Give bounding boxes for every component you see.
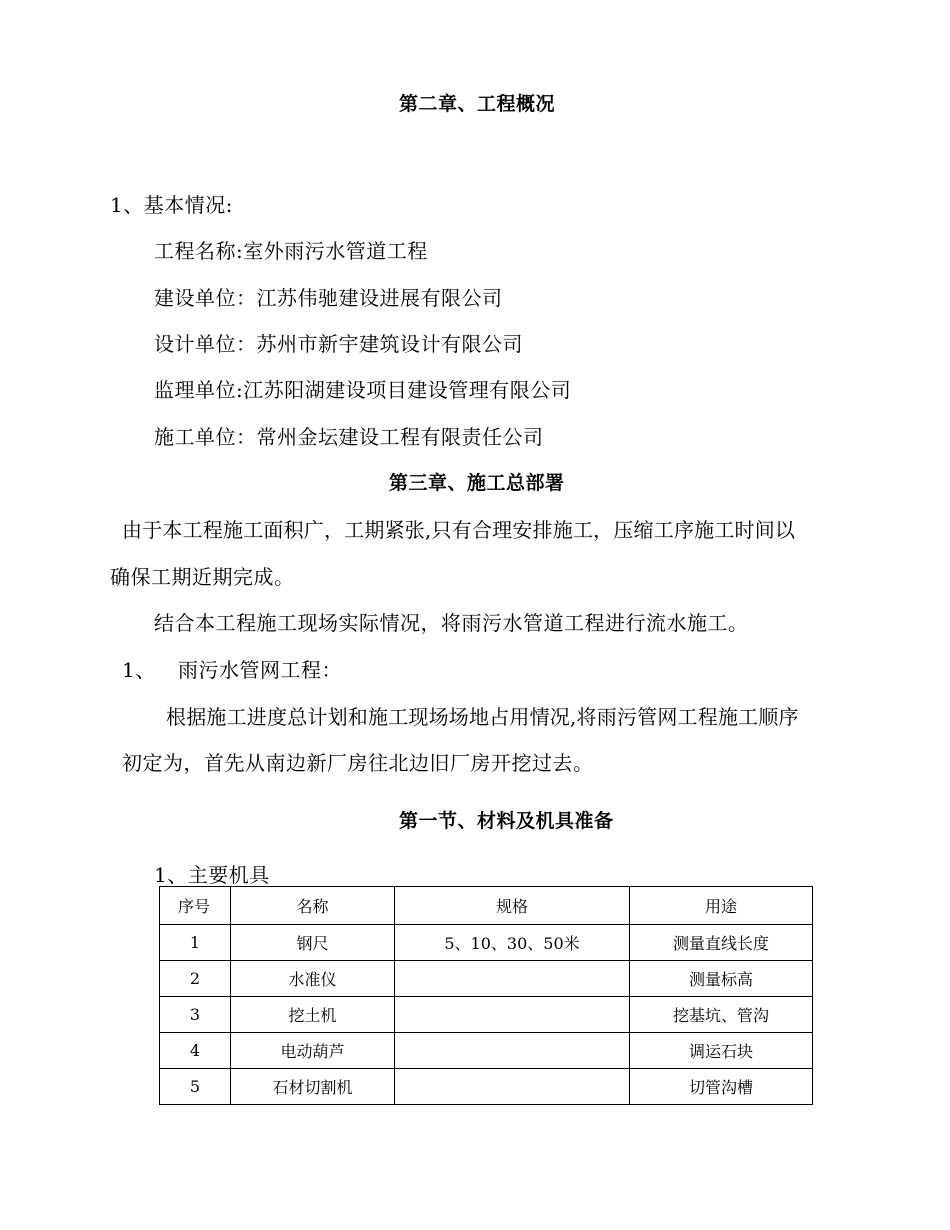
table-row [160,1069,813,1105]
table-caption: 1、主要机具 [154,863,270,887]
info-value: 室外雨污水管道工程 [243,239,428,263]
table-cell [395,1069,630,1105]
table-cell: 3 [160,997,231,1033]
table-row [160,1033,813,1069]
info-label: 工程名称: [154,239,244,263]
machinery-table [159,886,813,1105]
design-unit-line [154,328,523,357]
paragraph-line: 初定为，首先从南边新厂房往北边旧厂房开挖过去。 [122,751,594,775]
table-cell: 水准仪 [231,961,395,997]
table-row [160,925,813,961]
table-cell [395,997,630,1033]
info-value: 苏州市新宇建筑设计有限公司 [256,332,523,356]
chapter-title: 第三章、施工总部署 [389,472,565,494]
table-cell: 挖土机 [231,997,395,1033]
info-label: 设计单位： [154,332,257,356]
table-cell: 5 [160,1069,231,1105]
table-cell [395,961,630,997]
project-name-line [154,235,428,264]
paragraph-line: 结合本工程施工现场实际情况，将雨污水管道工程进行流水施工。 [154,611,749,635]
header-cell: 用途 [630,887,813,925]
builder-unit-line [154,421,544,450]
table-cell: 石材切割机 [231,1069,395,1105]
table-cell: 2 [160,961,231,997]
paragraph-line: 确保工期近期完成。 [110,565,295,589]
chapter-title: 第二章、工程概况 [399,93,556,115]
table-cell: 切管沟槽 [630,1069,813,1105]
table-cell: 测量标高 [630,961,813,997]
table-header-row [160,887,813,925]
table-row [160,997,813,1033]
subsection-title: 雨污水管网工程： [178,658,342,682]
info-label: 施工单位： [154,425,257,449]
table-row [160,961,813,997]
paragraph-line: 根据施工进度总计划和施工现场场地占用情况,将雨污管网工程施工顺序 [166,705,799,729]
section-heading: 1、基本情况: [110,193,233,217]
table-cell [395,1033,630,1069]
table-cell: 1 [160,925,231,961]
header-cell: 序号 [160,887,231,925]
header-cell: 规格 [395,887,630,925]
section-title: 第一节、材料及机具准备 [399,810,614,832]
construction-unit-line [154,282,503,311]
table-cell: 钢尺 [231,925,395,961]
info-value: 常州金坛建设工程有限责任公司 [256,425,544,449]
table-cell: 4 [160,1033,231,1069]
table-cell: 调运石块 [630,1033,813,1069]
table-cell: 测量直线长度 [630,925,813,961]
info-label: 建设单位： [154,286,257,310]
subsection-number: 1、 [122,658,156,682]
supervision-unit-line [154,374,571,403]
table-cell: 5、10、30、50米 [395,925,630,961]
table-cell: 挖基坑、管沟 [630,997,813,1033]
info-value: 江苏阳湖建设项目建设管理有限公司 [243,378,572,402]
header-cell: 名称 [231,887,395,925]
table-cell: 电动葫芦 [231,1033,395,1069]
info-label: 监理单位: [154,378,244,402]
info-value: 江苏伟驰建设进展有限公司 [256,286,503,310]
paragraph-line: 由于本工程施工面积广，工期紧张,只有合理安排施工，压缩工序施工时间以 [122,518,796,542]
